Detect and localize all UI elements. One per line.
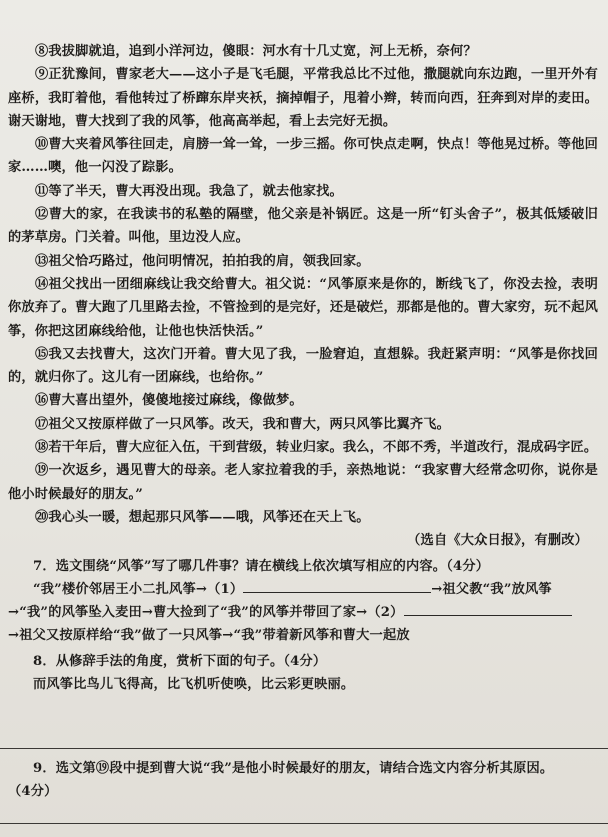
paragraph-number: ⑭ (35, 276, 49, 292)
question-8-prompt: 8．从修辞手法的角度，赏析下面的句子。（4分） (33, 653, 327, 669)
paragraph-text: 祖父找出一团细麻线让我交给曹大。祖父说：“风筝原来是你的，断线飞了，你没去捡，表明你放弃了。曹大跑了几里路去捡，不管捡到的是完好，还是破烂，那都是他的。曹大家穷，玩不起风筝，你把这团麻线给他，让他也快活快活。” (8, 276, 598, 339)
paragraph-13 (8, 250, 598, 273)
paragraph-text: 曹大喜出望外，傻傻地接过麻线，像做梦。 (48, 393, 303, 409)
question-7-segment: →“我”的风筝坠入麦田→曹大捡到了“我”的风筝并带回了家→（2） (8, 605, 404, 621)
paragraph-20 (8, 506, 598, 529)
source-note: （选自《大众日报》，有删改） (407, 533, 588, 549)
paragraph-number: ⑯ (35, 393, 49, 409)
paragraph-text: 我拔脚就追，追到小洋河边，傻眼：河水有十几丈宽，河上无桥，奈何？ (48, 44, 477, 59)
reading-passage (8, 40, 598, 696)
answer-line[interactable] (0, 823, 608, 824)
paragraph-text: 若干年后，曹大应征入伍，干到营级，转业归家。我么，不郎不秀，半道改行，混成码字匠。 (48, 440, 598, 456)
paragraph-text: 我又去找曹大，这次门开着。曹大见了我，一脸窘迫，直想躲。我赶紧声明：“风筝是你找回的，就归你了。这儿有一团麻线，也给你。” (8, 346, 598, 386)
paragraph-text: 正犹豫间，曹家老大——这小子是飞毛腿，平常我总比不过他，撒腿就向东边跑，一里开外有座桥，我盯着他，看他转过了桥蹿东岸夹袄，摘掉帽子，甩着小辫，转而向西，狂奔到对岸的麦田。谢天谢地，曹大找到了我的风筝，他高高举起，看上去完好无损。 (8, 67, 598, 129)
paragraph-number: ⑳ (35, 509, 49, 525)
paragraph-text: 等了半天，曹大再没出现。我急了，就去他家找。 (48, 183, 343, 199)
answer-line[interactable] (0, 748, 608, 749)
paragraph-18 (8, 436, 598, 459)
paragraph-number: ⑬ (35, 253, 49, 269)
question-7-segment: →祖父又按原样给“我”做了一只风筝→“我”带着新风筝和曹大一起放 (8, 628, 410, 644)
paragraph-number: ⑧ (35, 44, 49, 59)
question-7-segment: “我”楼价邻居王小二扎风筝→（1） (33, 581, 244, 597)
paragraph-text: 曹大的家，在我读书的私塾的隔壁，他父亲是补锅匠。这是一所“钉头舍子”，极其低矮破旧的茅草房。门关着。叫他，里边没人应。 (8, 207, 598, 246)
paragraph-16 (8, 389, 598, 412)
answer-blank-1[interactable] (243, 578, 431, 593)
paragraph-11 (8, 180, 598, 203)
paragraph-text: 曹大夹着风筝往回走，肩膀一耸一耸，一步三摇。你可快点走啊，快点！等他晃过桥。等他回家……噢，他一闪没了踪影。 (8, 137, 598, 176)
question-7-chain-line3 (8, 624, 598, 647)
paragraph-9 (8, 63, 598, 133)
question-9-prompt: 9．选文第⑲段中提到曹大说“我”是他小时候最好的朋友，请结合选文内容分析其原因。 (33, 761, 554, 776)
paragraph-text: 我心头一暖，想起那只风筝——哦，风筝还在天上飞。 (48, 509, 370, 525)
paragraph-text: 祖父又按原样做了一只风筝。改天，我和曹大，两只风筝比翼齐飞。 (48, 416, 451, 432)
question-9 (8, 757, 598, 804)
paragraph-number: ⑮ (35, 346, 49, 362)
paragraph-10 (8, 133, 598, 180)
paragraph-14 (8, 273, 598, 343)
paragraph-number: ⑨ (35, 67, 49, 83)
question-9-points: （4分） (8, 784, 58, 800)
paragraph-number: ⑱ (35, 440, 49, 456)
paragraph-19 (8, 459, 598, 506)
paragraph-number: ⑩ (35, 137, 49, 153)
question-7-chain-line1 (8, 578, 598, 601)
paragraph-17 (8, 413, 598, 436)
paragraph-12 (8, 203, 598, 250)
paragraph-8 (8, 40, 598, 63)
paragraph-15 (8, 343, 598, 390)
question-7-prompt: 7．选文围绕“风筝”写了哪几件事？请在横线上依次填写相应的内容。（4分） (33, 558, 490, 574)
paragraph-number: ⑲ (35, 463, 49, 479)
question-7-chain-line2 (8, 601, 598, 624)
paragraph-number: ⑫ (35, 207, 49, 223)
paragraph-number: ⑪ (35, 183, 49, 199)
paragraph-text: 一次返乡，遇见曹大的母亲。老人家拉着我的手，亲热地说：“我家曹大经常念叨你，说你是他小时候最好的朋友。” (8, 463, 598, 502)
paragraph-text: 祖父恰巧路过，他问明情况，拍拍我的肩，领我回家。 (48, 253, 370, 269)
paragraph-number: ⑰ (35, 416, 49, 432)
question-7-segment: →祖父教“我”放风筝 (431, 581, 552, 597)
question-8-sentence: 而风筝比鸟儿飞得高，比飞机听使唤，比云彩更映丽。 (33, 677, 355, 693)
answer-blank-2[interactable] (404, 601, 572, 616)
